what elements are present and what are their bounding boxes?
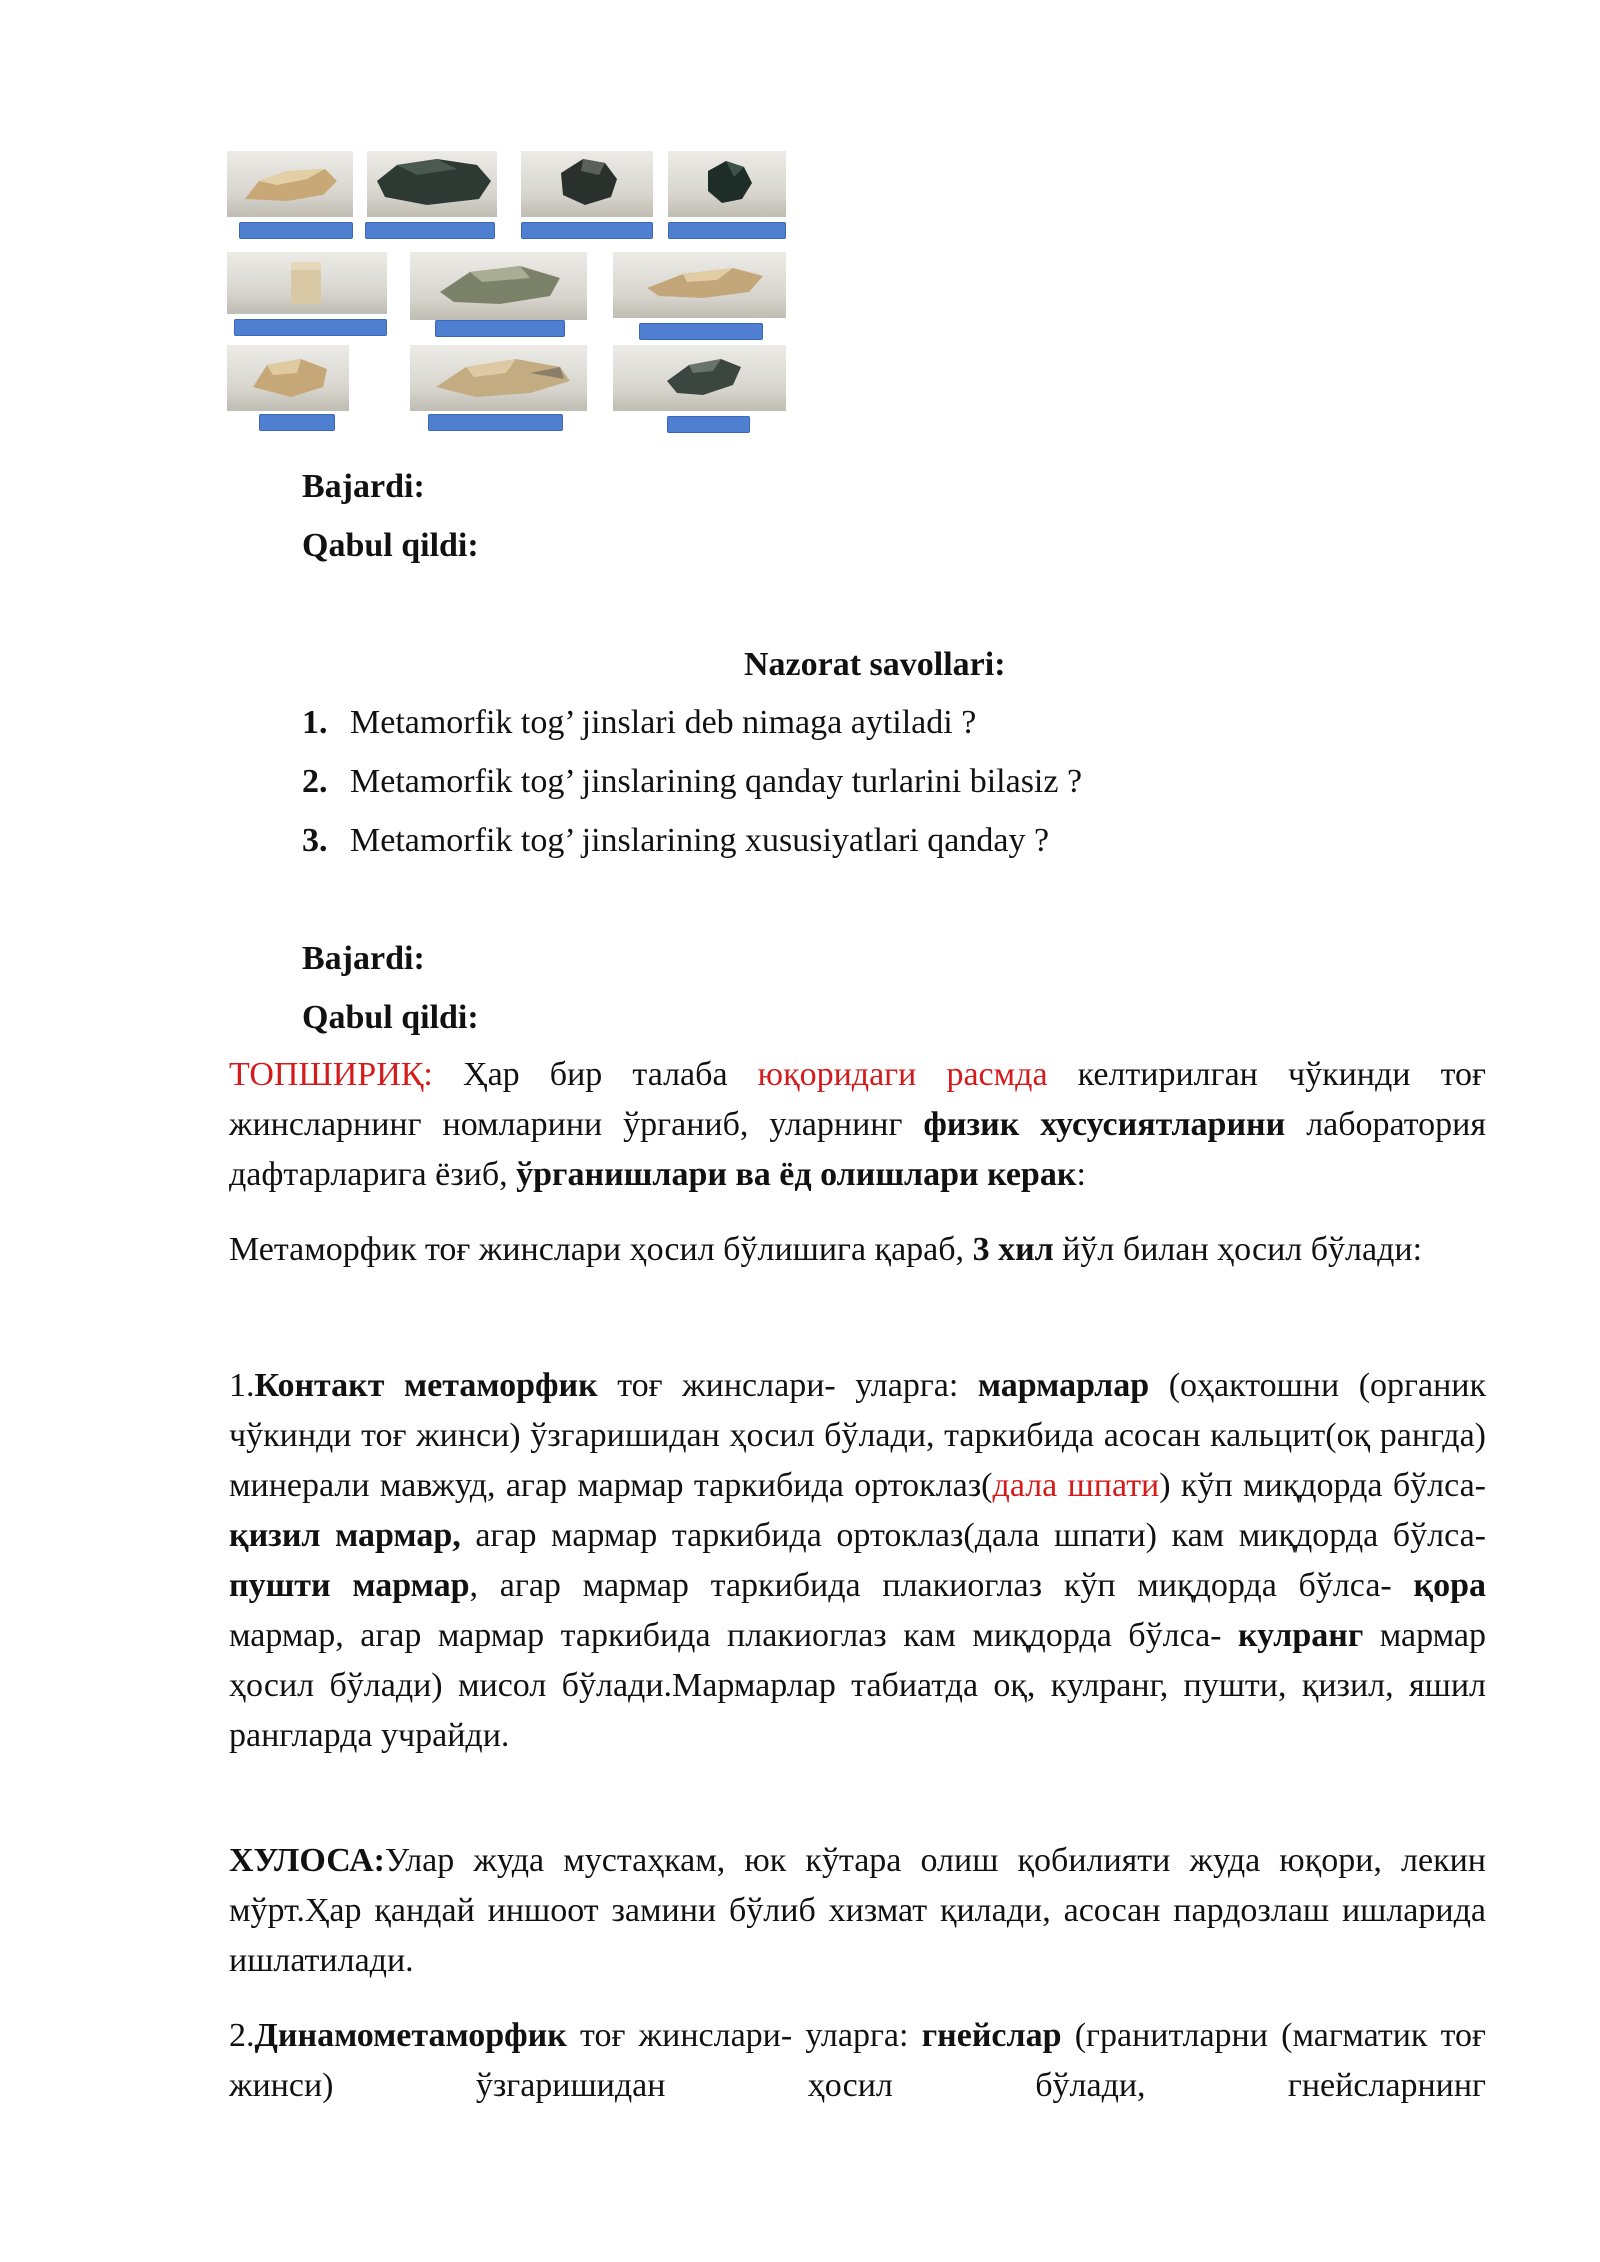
task-text-1: Ҳар бир талаба (432, 1056, 758, 1093)
task-text-bold-2: ўрганишлари ва ёд олишлари керак (516, 1156, 1077, 1193)
rock-photo-6 (410, 252, 587, 320)
question-item-2 (302, 765, 1082, 799)
accepted-by-label-2: Qabul qildi: (302, 999, 479, 1036)
contact-text-6: мармар, агар мармар таркибида плакиоглаз кам миқдорда бўлса- (229, 1617, 1238, 1654)
conclusion-label: ХУЛОСА: (229, 1842, 385, 1879)
contact-bold-4: қора (1413, 1567, 1486, 1604)
rock-photo-9 (410, 345, 587, 411)
rock-photo-3 (521, 151, 653, 217)
contact-text-2: (оҳактошни (органик чўкинди тоғ жинси) ўзгаришидан ҳосил бўлади, таркибида асосан кальцит(оқ рангда) минерали мавжуд, агар мармар таркибида ортоклаз( (229, 1367, 1486, 1504)
question-text: Metamorfik tog’ jinslari deb nimaga aytiladi ? (350, 704, 977, 741)
rock-label-4 (668, 222, 786, 239)
contact-red-text: дала шпати (992, 1467, 1160, 1504)
contact-text-4: агар мармар таркибида ортоклаз(дала шпати) кам миқдорда бўлса- (460, 1517, 1486, 1554)
rock-label-2 (365, 222, 495, 239)
contact-metamorphic-paragraph (229, 1361, 1486, 1761)
question-number: 3. (302, 822, 328, 859)
contact-text-5: , агар мармар таркибида плакиоглаз кўп миқдорда бўлса- (469, 1567, 1414, 1604)
rock-photo-2 (367, 151, 497, 217)
rock-label-8 (259, 414, 335, 431)
rock-label-1 (239, 222, 353, 239)
rock-photo-5 (227, 252, 387, 314)
rock-label-10 (667, 416, 750, 433)
contact-text-7: мармар ҳосил бўлади) мисол бўлади.Мармарлар табиатда оқ, кулранг, пушти, қизил, яшил рангларда учрайди. (229, 1617, 1486, 1754)
question-number: 1. (302, 704, 328, 741)
question-item-1 (302, 706, 976, 740)
contact-number: 1. (229, 1367, 255, 1404)
rock-label-7 (639, 323, 763, 340)
conclusion-paragraph (229, 1836, 1486, 1986)
contact-text-1: тоғ жинслари- уларга: (597, 1367, 978, 1404)
dynamo-text-2: (гранитларни (магматик тоғ жинси) ўзгаришидан ҳосил бўлади, гнейсларнинг (229, 2017, 1487, 2104)
rock-photo-1 (227, 151, 353, 217)
rock-photo-8 (227, 345, 349, 411)
rock-label-9 (428, 414, 563, 431)
dynamo-metamorphic-paragraph (229, 2011, 1486, 2111)
task-label: ТОПШИРИҚ: (229, 1056, 433, 1093)
task-text-4: : (1076, 1156, 1086, 1193)
intro-text-bold: 3 хил (972, 1231, 1054, 1268)
intro-text-2: йўл билан ҳосил бўлади: (1053, 1231, 1423, 1268)
rock-label-6 (435, 320, 565, 337)
rock-photo-10 (613, 345, 786, 411)
accepted-by-label-1: Qabul qildi: (302, 527, 479, 564)
intro-text-1: Метаморфик тоғ жинслари ҳосил бўлишига қараб, (229, 1231, 973, 1268)
contact-bold-2: қизил мармар, (229, 1517, 461, 1554)
dynamo-number: 2. (229, 2017, 255, 2054)
control-questions-title: Nazorat savollari: (744, 646, 1006, 683)
contact-text-3: ) кўп миқдорда бўлса- (1159, 1467, 1487, 1504)
conclusion-text: Улар жуда мустаҳкам, юк кўтара олиш қобилияти жуда юқори, лекин мўрт.Ҳар қандай иншоот замини бўлиб хизмат қилади, асосан пардозлаш ишларида ишлатилади. (229, 1842, 1486, 1979)
task-text-bold-1: физик хусусиятларини (923, 1106, 1286, 1143)
contact-bold-1: мармарлар (977, 1367, 1150, 1404)
question-item-3 (302, 824, 1049, 858)
contact-bold-3: пушти мармар (229, 1567, 470, 1604)
question-number: 2. (302, 763, 328, 800)
rock-photo-7 (613, 252, 786, 318)
question-text: Metamorfik tog’ jinslarining qanday turlarini bilasiz ? (350, 763, 1083, 800)
task-text-3: лаборатория дафтарларига ёзиб, (229, 1106, 1487, 1193)
performed-by-label-2: Bajardi: (302, 940, 425, 977)
rock-photo-4 (668, 151, 786, 217)
rock-label-5 (234, 319, 387, 336)
intro-paragraph (229, 1225, 1486, 1275)
dynamo-text-1: тоғ жинслари- уларга: (566, 2017, 922, 2054)
contact-heading: Контакт метаморфик (254, 1367, 598, 1404)
task-text-red: юқоридаги расмда (757, 1056, 1048, 1093)
task-paragraph (229, 1050, 1486, 1200)
dynamo-bold-1: гнейслар (921, 2017, 1062, 2054)
dynamo-heading: Динамометаморфик (254, 2017, 567, 2054)
contact-bold-5: кулранг (1237, 1617, 1364, 1654)
task-text-2: келтирилган чўкинди тоғ жинсларнинг номларини ўрганиб, уларнинг (229, 1056, 1486, 1143)
question-text: Metamorfik tog’ jinslarining xususiyatlari qanday ? (350, 822, 1050, 859)
rock-label-3 (521, 222, 653, 239)
performed-by-label-1: Bajardi: (302, 468, 425, 505)
